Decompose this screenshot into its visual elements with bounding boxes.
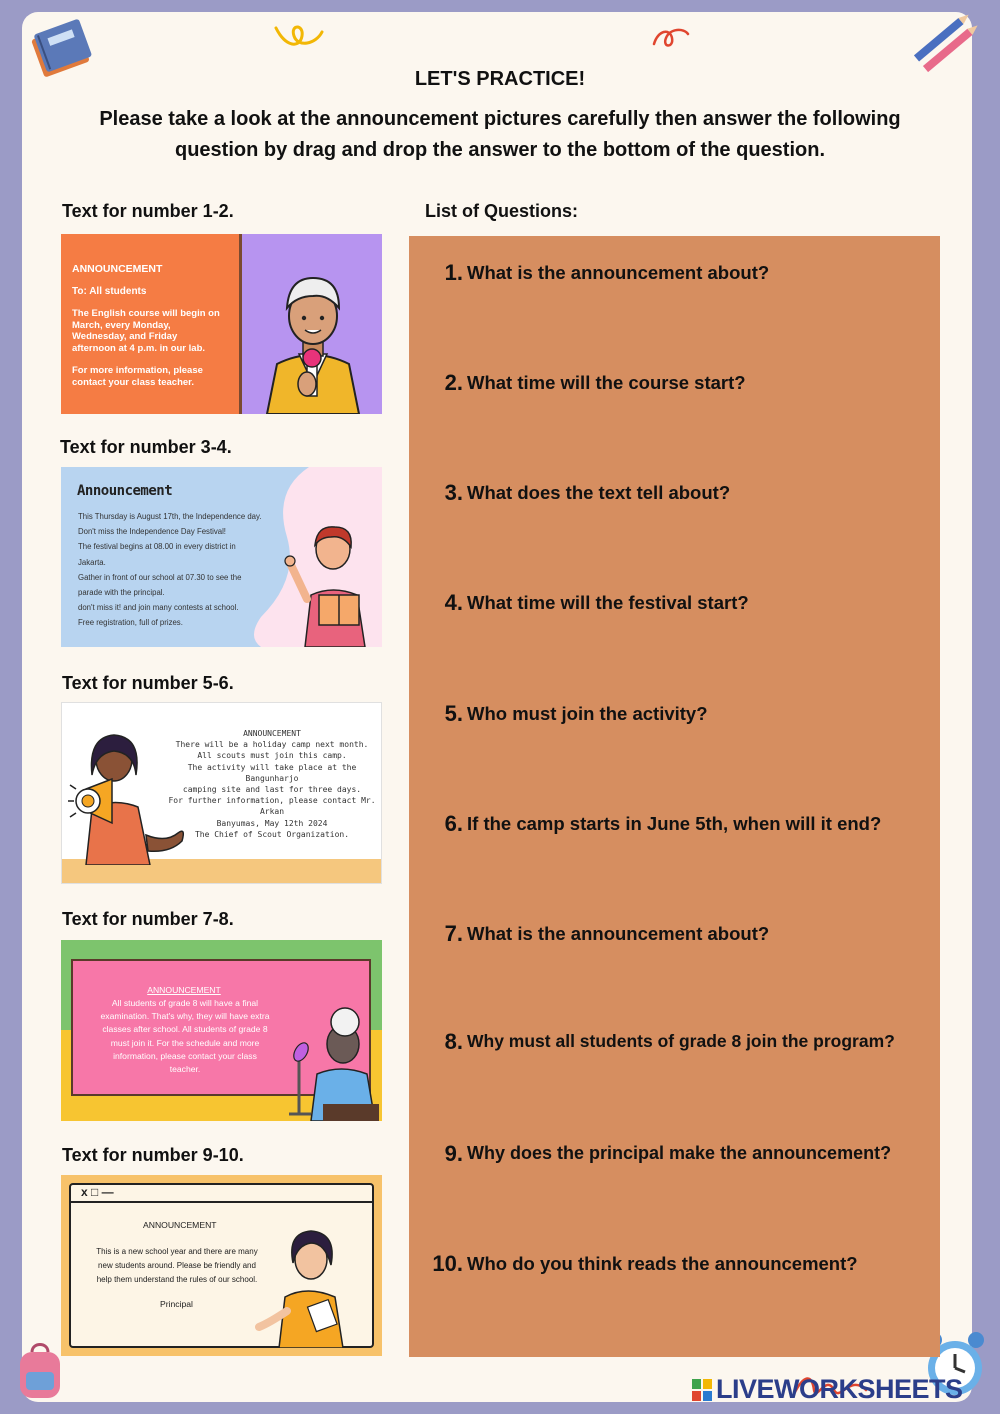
question-number: 1. [444,260,463,285]
text-label-3-4: Text for number 3-4. [60,437,232,457]
text-label-7-8: Text for number 7-8. [62,909,234,929]
announcement-card-4 [61,940,382,1121]
question-text: Why does the principal make the announcement? [467,1143,892,1163]
question-text: What time will the course start? [467,372,746,393]
squiggle-icon [272,18,328,52]
backpack-icon [14,1340,66,1402]
question-text: If the camp starts in June 5th, when will it end? [467,813,882,834]
questions-panel [409,236,940,1357]
reporter-illustration [247,264,379,414]
card5-heading: ANNOUNCEMENT [143,1220,217,1230]
question-text: Why must all students of grade 8 join the program? [467,1031,895,1051]
question-text: Who must join the activity? [467,703,708,724]
text-label-9-10: Text for number 9-10. [62,1145,244,1165]
question-number: 10. [432,1251,463,1276]
page-title: LET'S PRACTICE! [414,68,586,90]
question-number: 5. [444,701,463,726]
liveworksheets-logo-icon [692,1379,712,1401]
card4-heading: ANNOUNCEMENT [147,985,221,995]
liveworksheets-watermark: LIVEWORKSHEETS [716,1374,963,1404]
card2-body: This Thursday is August 17th, the Independence day. Don't miss the Independence Day Festival! The festival begins at 08.00 in every district in Jakarta. Gather in front of our school at 07.30 to see the parade with the principal. don't miss it! and join many contests at school. Free registration, full of prizes. [78,512,262,628]
card1-footer: For more information, please contact your class teacher. [72,365,203,388]
card1-recipient: To: All students [72,286,147,297]
text-label-5-6: Text for number 5-6. [62,673,234,693]
squiggle-icon [650,24,694,54]
question-number: 7. [444,921,463,946]
announcement-card-1 [61,234,382,414]
card2-heading: Announcement [77,483,173,499]
question-number: 2. [444,370,463,395]
announcement-card-2 [61,467,382,647]
announcement-card-5 [61,1175,382,1356]
card3-body: ANNOUNCEMENT There will be a holiday camp next month. All scouts must join this camp. The activity will take place at the Bangunharjo camping site and last for three days. For further information, please contact Mr. Arkan Banyumas, May 12th 2024 The Chief of Scout Organization. [168,729,376,839]
questions-heading: List of Questions: [425,201,578,221]
question-text: Who do you think reads the announcement? [467,1253,858,1274]
question-number: 9. [444,1141,463,1166]
card5-signature: Principal [160,1299,193,1309]
pencils-icon [908,6,982,76]
question-number: 4. [444,590,463,615]
text-label-1-2: Text for number 1-2. [62,201,234,221]
window-controls: x □ — [81,1185,114,1199]
instructions: Please take a look at the announcement pictures carefully then answer the following question by drag and drop the answer to the bottom of the question. [99,108,901,161]
question-number: 8. [444,1029,463,1054]
question-text: What time will the festival start? [467,592,749,613]
teacher-illustration [277,519,377,647]
card4-body: All students of grade 8 will have a final examination. That's why, they will have extra classes after school. All students of grade 8 must join it. For the schedule and more information, please contact your class teacher. [100,998,270,1075]
principal-woman-illustration [251,1219,371,1348]
question-text: What does the text tell about? [467,482,731,503]
question-number: 6. [444,811,463,836]
question-text: What is the announcement about? [467,262,770,283]
principal-at-podium-illustration [271,1000,379,1121]
card1-heading: ANNOUNCEMENT [72,263,163,275]
question-text: What is the announcement about? [467,923,770,944]
announcement-card-3 [61,702,382,884]
question-number: 3. [444,480,463,505]
card1-body: The English course will begin on March, every Monday, Wednesday, and Friday afternoon at 4 p.m. in our lab. [72,308,220,354]
megaphone-woman-illustration [66,731,216,865]
card5-body: This is a new school year and there are many new students around. Please be friendly and help them understand the rules of our school. [96,1247,258,1284]
